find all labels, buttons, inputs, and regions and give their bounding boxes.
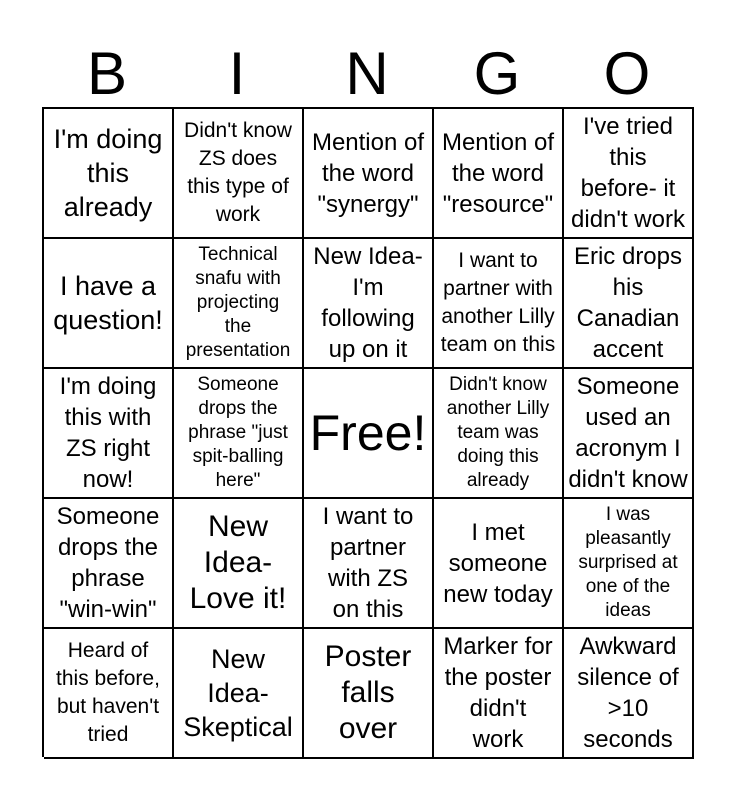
header-letter-o: O bbox=[603, 40, 651, 107]
bingo-cell-r2c4[interactable] bbox=[434, 239, 564, 369]
cell-text: New Idea- Skeptical bbox=[183, 644, 293, 742]
cell-text: Didn't know another Lilly team was doing this already bbox=[446, 374, 550, 491]
cell-text: New Idea- I'm following up on it bbox=[313, 243, 423, 363]
bingo-cell-r1c3[interactable] bbox=[304, 109, 434, 239]
cell-text: Eric drops his Canadian accent bbox=[573, 243, 683, 363]
bingo-cell-r5c1[interactable] bbox=[44, 629, 174, 759]
cell-text: I'm doing this already bbox=[53, 124, 163, 222]
free-space-text: Free! bbox=[309, 405, 427, 461]
cell-text: Didn't know ZS does this type of work bbox=[184, 119, 292, 226]
bingo-cell-r2c1[interactable] bbox=[44, 239, 174, 369]
cell-text: I was pleasantly surprised at one of the ideas bbox=[578, 504, 678, 621]
cell-text: Mention of the word "synergy" bbox=[311, 128, 425, 218]
cell-text: I've tried this before- it didn't work bbox=[571, 113, 685, 233]
cell-text: Awkward silence of >10 seconds bbox=[577, 633, 679, 753]
bingo-cell-r3c5[interactable] bbox=[564, 369, 694, 499]
bingo-header bbox=[42, 38, 692, 110]
cell-text: Mention of the word "resource" bbox=[441, 128, 555, 218]
cell-text: Poster falls over bbox=[324, 640, 412, 745]
bingo-cell-r5c4[interactable] bbox=[434, 629, 564, 759]
bingo-cell-r1c1[interactable] bbox=[44, 109, 174, 239]
cell-text: Someone drops the phrase "win-win" bbox=[56, 503, 160, 623]
bingo-cell-r4c2[interactable] bbox=[174, 499, 304, 629]
cell-text: I want to partner with another Lilly team on this bbox=[440, 249, 556, 356]
header-letter-g: G bbox=[473, 40, 521, 107]
bingo-cell-r4c5[interactable] bbox=[564, 499, 694, 629]
cell-text: I have a question! bbox=[53, 271, 163, 335]
bingo-cell-r5c2[interactable] bbox=[174, 629, 304, 759]
cell-text: Marker for the poster didn't work bbox=[443, 633, 553, 753]
cell-text: Someone used an acronym I didn't know bbox=[568, 373, 688, 493]
bingo-cell-r4c3[interactable] bbox=[304, 499, 434, 629]
bingo-cell-free[interactable] bbox=[304, 369, 434, 499]
cell-text: New Idea- Love it! bbox=[189, 510, 287, 615]
cell-text: Someone drops the phrase "just spit-balling here" bbox=[188, 374, 288, 491]
cell-text: I want to partner with ZS on this bbox=[322, 503, 414, 623]
bingo-cell-r1c5[interactable] bbox=[564, 109, 694, 239]
bingo-cell-r4c1[interactable] bbox=[44, 499, 174, 629]
header-letter-n: N bbox=[345, 40, 389, 107]
cell-text: Technical snafu with projecting the presentation bbox=[185, 244, 291, 361]
bingo-cell-r1c2[interactable] bbox=[174, 109, 304, 239]
bingo-cell-r3c2[interactable] bbox=[174, 369, 304, 499]
bingo-board bbox=[42, 107, 694, 757]
bingo-cell-r3c4[interactable] bbox=[434, 369, 564, 499]
bingo-cell-r2c5[interactable] bbox=[564, 239, 694, 369]
header-letter-b: B bbox=[86, 40, 128, 107]
bingo-cell-r3c1[interactable] bbox=[44, 369, 174, 499]
bingo-cell-r5c3[interactable] bbox=[304, 629, 434, 759]
header-letter-i: I bbox=[228, 40, 246, 107]
bingo-cell-r2c3[interactable] bbox=[304, 239, 434, 369]
bingo-cell-r4c4[interactable] bbox=[434, 499, 564, 629]
cell-text: I'm doing this with ZS right now! bbox=[59, 373, 157, 493]
bingo-cell-r1c4[interactable] bbox=[434, 109, 564, 239]
bingo-cell-r5c5[interactable] bbox=[564, 629, 694, 759]
cell-text: Heard of this before, but haven't tried bbox=[56, 639, 160, 746]
bingo-cell-r2c2[interactable] bbox=[174, 239, 304, 369]
cell-text: I met someone new today bbox=[443, 518, 553, 608]
